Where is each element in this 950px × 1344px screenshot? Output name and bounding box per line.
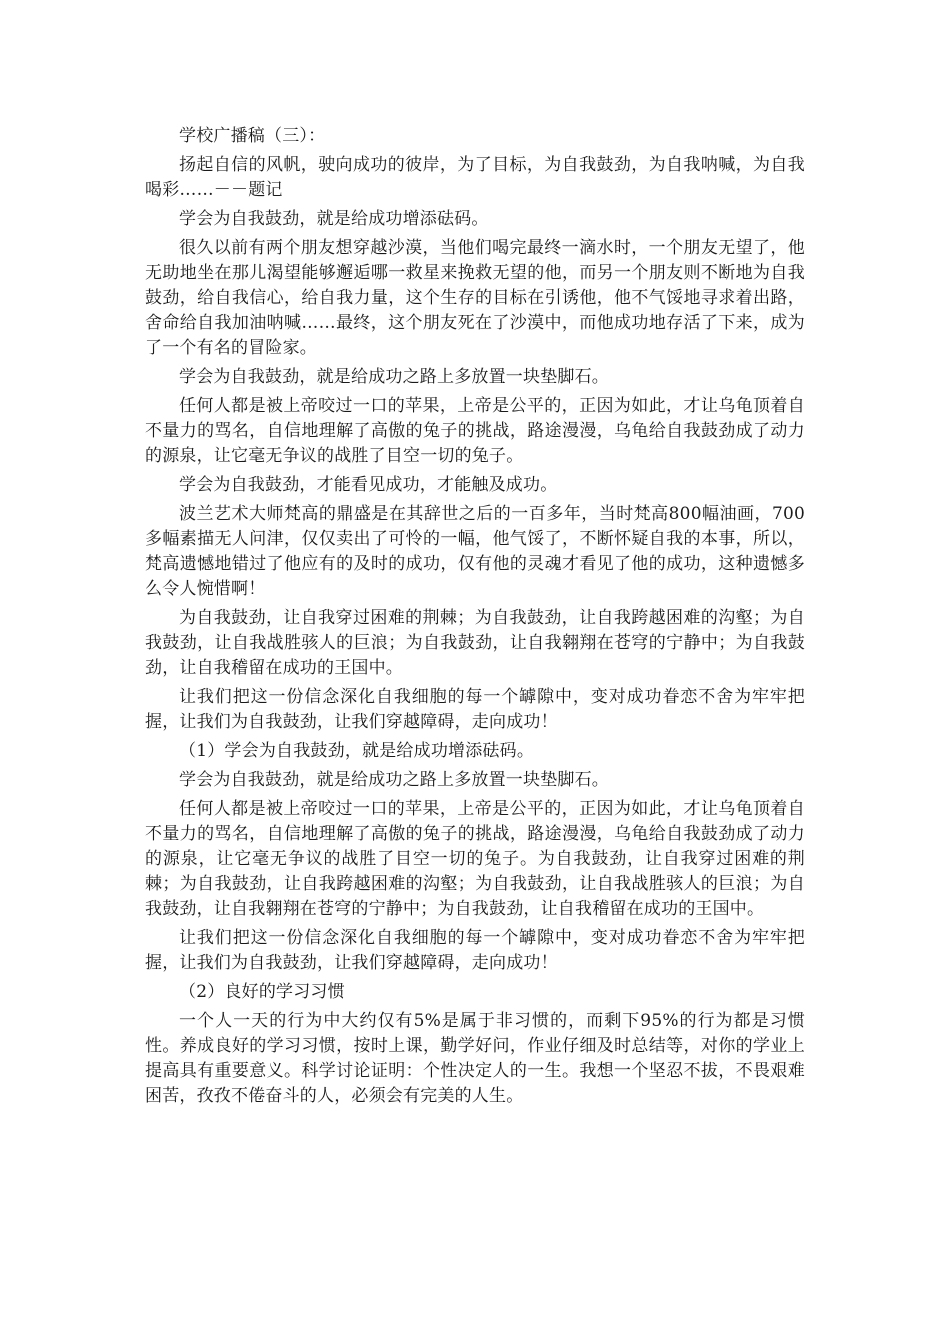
body-paragraph: 波兰艺术大师梵高的鼎盛是在其辞世之后的一百多年，当时梵高800幅油画，700多幅素描无人问津，仅仅卖出了可怜的一幅，他气馁了，不断怀疑自我的本事，所以，梵高遗憾地错过了他应有的及时的成功，仅有他的灵魂才看见了他的成功，这种遗憾多么令人惋惜啊！ xyxy=(145,504,805,599)
document-body xyxy=(145,124,805,1112)
body-paragraph: 一个人一天的行为中大约仅有5%是属于非习惯的，而剩下95%的行为都是习惯性。养成良好的学习习惯，按时上课，勤学好问，作业仔细及时总结等，对你的学业上提高具有重要意义。科学讨论证明：个性决定人的一生。我想一个坚忍不拔，不畏艰难困苦，孜孜不倦奋斗的人，必须会有完美的人生。 xyxy=(145,1011,805,1106)
heading-broadcast-title: 学校广播稿（三）： xyxy=(179,126,326,146)
body-paragraph: 为自我鼓劲，让自我穿过困难的荆棘；为自我鼓劲，让自我跨越困难的沟壑；为自我鼓劲，让自我战胜骇人的巨浪；为自我鼓劲，让自我翱翔在苍穹的宁静中；为自我鼓劲，让自我稽留在成功的王国中。 xyxy=(145,608,805,678)
body-paragraph: 学会为自我鼓劲，就是给成功增添砝码。 xyxy=(179,209,489,229)
epigraph-paragraph: 扬起自信的风帆，驶向成功的彼岸，为了目标，为自我鼓劲，为自我呐喊，为自我喝彩……－－题记 xyxy=(145,155,805,200)
section-heading-1: （1）学会为自我鼓劲，就是给成功增添砝码。 xyxy=(179,741,535,761)
body-paragraph: 学会为自我鼓劲，才能看见成功，才能触及成功。 xyxy=(179,475,558,495)
body-paragraph: 学会为自我鼓劲，就是给成功之路上多放置一块垫脚石。 xyxy=(179,770,609,790)
body-paragraph: 很久以前有两个朋友想穿越沙漠，当他们喝完最终一滴水时，一个朋友无望了，他无助地坐在那儿渴望能够邂逅哪一救星来挽救无望的他，而另一个朋友则不断地为自我鼓劲，给自我信心，给自我力量，这个生存的目标在引诱他，他不气馁地寻求着出路，舍命给自我加油呐喊……最终，这个朋友死在了沙漠中，而他成功地存活了下来，成为了一个有名的冒险家。 xyxy=(145,238,805,358)
body-paragraph: 任何人都是被上帝咬过一口的苹果，上帝是公平的，正因为如此，才让乌龟顶着自不量力的骂名，自信地理解了高傲的兔子的挑战，路途漫漫，乌龟给自我鼓劲成了动力的源泉，让它毫无争议的战胜了目空一切的兔子。 xyxy=(145,396,805,466)
body-paragraph: 让我们把这一份信念深化自我细胞的每一个罅隙中，变对成功眷恋不舍为牢牢把握，让我们为自我鼓劲，让我们穿越障碍，走向成功！ xyxy=(145,928,805,973)
body-paragraph: 任何人都是被上帝咬过一口的苹果，上帝是公平的，正因为如此，才让乌龟顶着自不量力的骂名，自信地理解了高傲的兔子的挑战，路途漫漫，乌龟给自我鼓劲成了动力的源泉，让它毫无争议的战胜了目空一切的兔子。为自我鼓劲，让自我穿过困难的荆棘；为自我鼓劲，让自我跨越困难的沟壑；为自我鼓劲，让自我战胜骇人的巨浪；为自我鼓劲，让自我翱翔在苍穹的宁静中；为自我鼓劲，让自我稽留在成功的王国中。 xyxy=(145,799,805,919)
body-paragraph: 学会为自我鼓劲，就是给成功之路上多放置一块垫脚石。 xyxy=(179,367,609,387)
section-heading-2: （2）良好的学习习惯 xyxy=(179,982,345,1002)
body-paragraph: 让我们把这一份信念深化自我细胞的每一个罅隙中，变对成功眷恋不舍为牢牢把握，让我们为自我鼓劲，让我们穿越障碍，走向成功！ xyxy=(145,687,805,732)
